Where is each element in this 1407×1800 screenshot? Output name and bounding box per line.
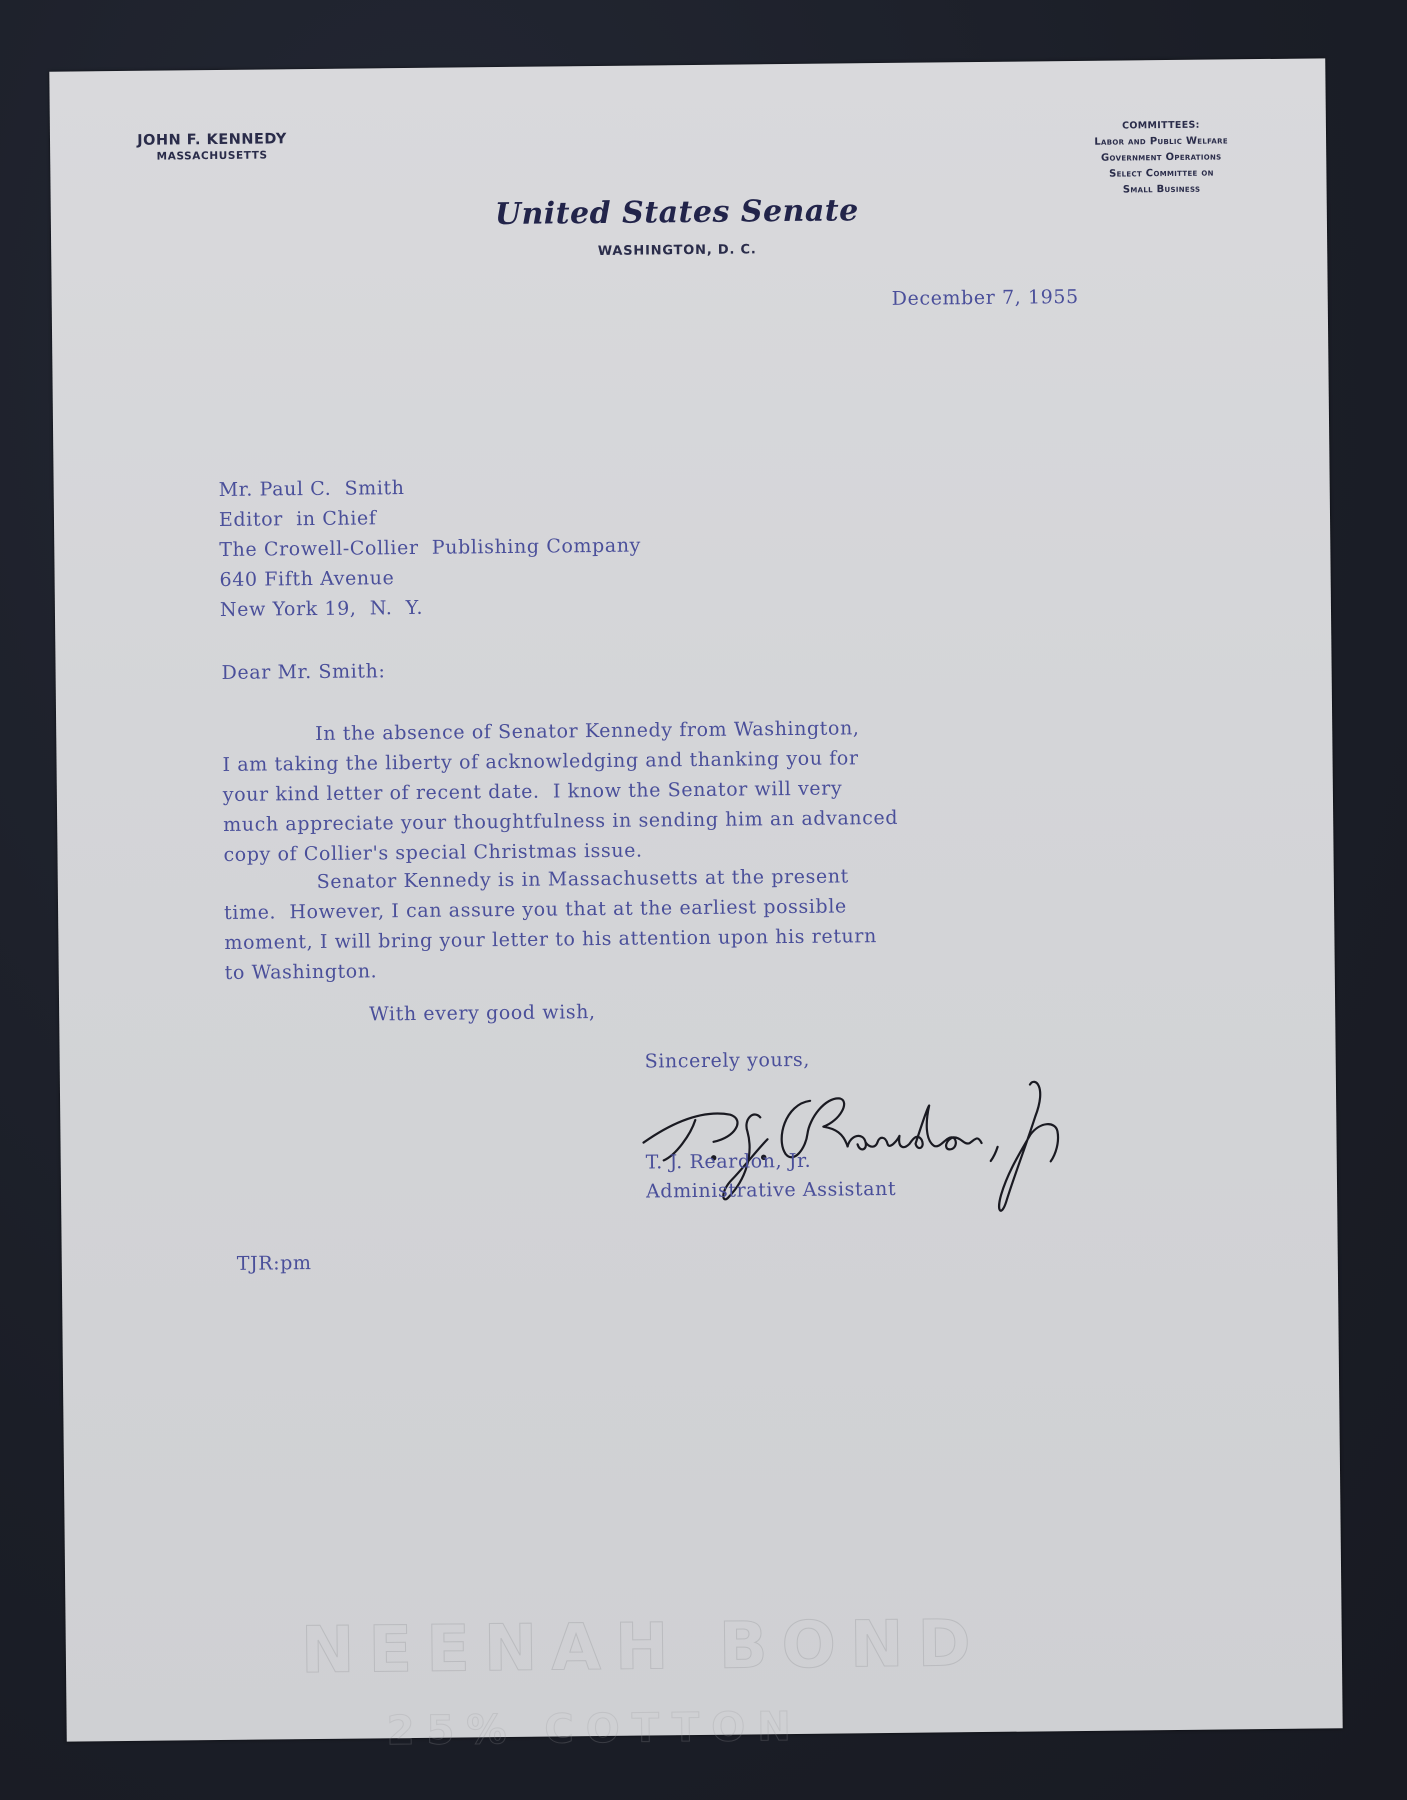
- paper-watermark-sub: 25% COTTON: [386, 1703, 803, 1755]
- committee-item: Small Business: [1122, 183, 1201, 196]
- committee-item: Select Committee on: [1109, 167, 1214, 180]
- recipient-line: 640 Fifth Avenue: [219, 567, 395, 591]
- body-paragraph: Senator Kennedy is in Massachusetts at the present time. However, I can assure you that at the earliest possible moment, I will bring your letter to his attention upon his return to Washington.: [223, 865, 877, 984]
- salutation: Dear Mr. Smith:: [221, 660, 386, 684]
- signer-block: [646, 1146, 897, 1207]
- body-paragraph: In the absence of Senator Kennedy from Washington, I am taking the liberty of acknowledging and thanking you for your kind letter of recent date. I know the Senator will very much appreciate your thoughtfulness in sending him an advanced copy of Collier's special Christmas issue.: [222, 717, 899, 866]
- recipient-line: Mr. Paul C. Smith: [218, 477, 405, 501]
- signoff: Sincerely yours,: [644, 1048, 811, 1073]
- committees-title: COMMITTEES:: [1122, 119, 1200, 132]
- paper-watermark: NEENAH BOND: [300, 1607, 986, 1689]
- senator-header: [112, 131, 312, 163]
- signer-name: T. J. Reardon, Jr.: [645, 1149, 812, 1174]
- senator-name: JOHN F. KENNEDY: [137, 131, 287, 149]
- committees-block: [1051, 117, 1272, 199]
- recipient-address: [219, 471, 642, 625]
- letter-page: [49, 58, 1342, 1755]
- committee-item: Government Operations: [1100, 151, 1222, 164]
- committee-item: Labor and Public Welfare: [1094, 135, 1228, 148]
- recipient-line: New York 19, N. Y.: [219, 596, 424, 621]
- recipient-line: The Crowell-Collier Publishing Company: [219, 534, 642, 561]
- letter-date: December 7, 1955: [891, 285, 1079, 310]
- senator-state: MASSACHUSETTS: [156, 149, 268, 163]
- institution-title: United States Senate: [494, 193, 859, 233]
- reference-initials: TJR:pm: [236, 1252, 312, 1275]
- closing-line: With every good wish,: [369, 1001, 596, 1026]
- recipient-line: Editor in Chief: [218, 507, 377, 531]
- signer-title: Administrative Assistant: [645, 1177, 897, 1203]
- institution-city: WASHINGTON, D. C.: [597, 242, 757, 259]
